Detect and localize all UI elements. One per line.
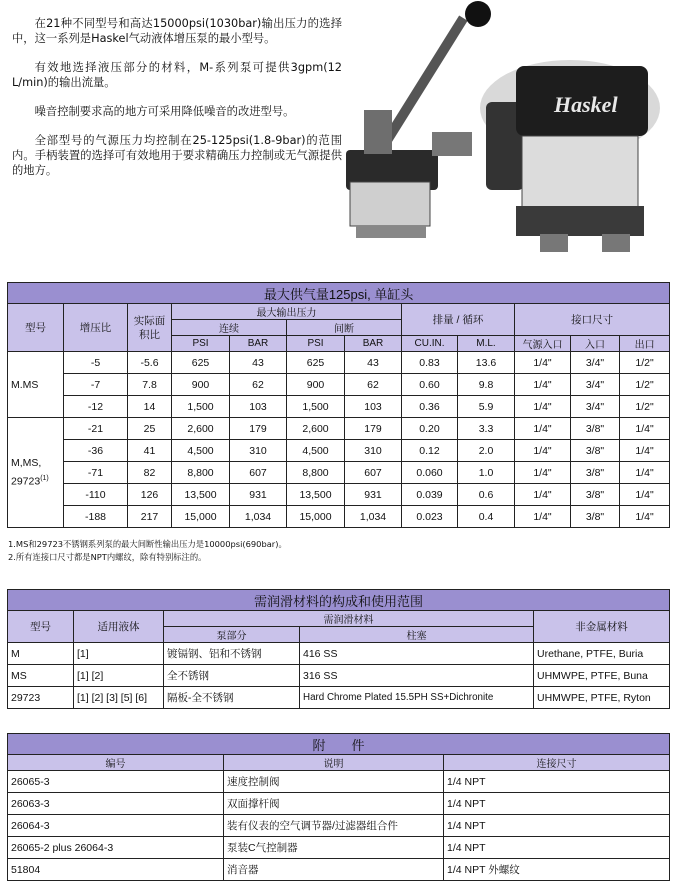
cell: 1/4 NPT: [444, 771, 670, 793]
col-model: 型号: [8, 304, 64, 352]
cell: 1/4": [515, 506, 571, 528]
col-intermittent: 间断: [287, 320, 402, 336]
cell: 15,000: [172, 506, 230, 528]
materials-table-title: 需润滑材料的构成和使用范围: [8, 590, 670, 611]
accessories-table: [7, 733, 670, 881]
cell: 310: [230, 440, 287, 462]
col-area: 实际面积比: [128, 304, 172, 352]
cell: 0.12: [402, 440, 458, 462]
col-description: 说明: [224, 755, 444, 771]
group-label-line-1: M,MS,: [11, 456, 42, 469]
col-pump-section: 泵部分: [164, 627, 300, 643]
col-connection: 连接尺寸: [444, 755, 670, 771]
cell: 1/4": [515, 462, 571, 484]
cell: 179: [345, 418, 402, 440]
cell: 0.20: [402, 418, 458, 440]
cell: 2,600: [287, 418, 345, 440]
cell: -12: [64, 396, 128, 418]
col-ports: 接口尺寸: [515, 304, 670, 336]
cell: 1/4": [515, 374, 571, 396]
table-row: [8, 687, 670, 709]
col-nonmetal: 非金属材料: [534, 611, 670, 643]
cell: 1/2": [620, 374, 670, 396]
col-bar-cont: BAR: [230, 336, 287, 352]
cell: 1/4 NPT: [444, 815, 670, 837]
cell: 41: [128, 440, 172, 462]
cell: 931: [230, 484, 287, 506]
cell: 625: [287, 352, 345, 374]
cell: 14: [128, 396, 172, 418]
intro-text: [12, 16, 342, 192]
cell: 1/4": [515, 352, 571, 374]
cell: 13,500: [287, 484, 345, 506]
cell: 7.8: [128, 374, 172, 396]
footnote-2: 2.所有连接口尺寸都是NPT内螺纹，除有特别标注的。: [8, 552, 207, 562]
cell: 2,600: [172, 418, 230, 440]
accessories-table-title: 附 件: [8, 734, 670, 755]
cell: 全不锈钢: [164, 665, 300, 687]
cell: -5: [64, 352, 128, 374]
cell: [1] [2] [3] [5] [6]: [74, 687, 164, 709]
cell: 1/2": [620, 352, 670, 374]
cell: 5.9: [458, 396, 515, 418]
cell: 8,800: [287, 462, 345, 484]
cell: 179: [230, 418, 287, 440]
table-row: [8, 484, 670, 506]
cell: 625: [172, 352, 230, 374]
table-row: [8, 462, 670, 484]
col-psi-inter: PSI: [287, 336, 345, 352]
col-wetted-materials: 需润滑材料: [164, 611, 534, 627]
haskel-brand-label: Haskel: [554, 92, 618, 117]
cell: 4,500: [172, 440, 230, 462]
footnote-1: 1.MS和29723不锈钢系列泵的最大间断性输出压力是10000psi(690bar)。: [8, 539, 287, 549]
cell: 416 SS: [300, 643, 534, 665]
cell: 1/4": [515, 440, 571, 462]
cell: UHMWPE, PTFE, Ryton: [534, 687, 670, 709]
cell: 消音器: [224, 859, 444, 881]
col-part-number: 编号: [8, 755, 224, 771]
cell: 镀镉钢、铝和不锈钢: [164, 643, 300, 665]
cell: 26065-3: [8, 771, 224, 793]
cell: 泵装C气控制器: [224, 837, 444, 859]
cell: 26063-3: [8, 793, 224, 815]
table-row: [8, 643, 670, 665]
cell: 1,034: [230, 506, 287, 528]
cell: 62: [230, 374, 287, 396]
table-row: [8, 771, 670, 793]
footnotes: [8, 538, 287, 564]
cell: M: [8, 643, 74, 665]
cell: 0.6: [458, 484, 515, 506]
cell: 13,500: [172, 484, 230, 506]
table-row: [8, 815, 670, 837]
cell: 217: [128, 506, 172, 528]
table-row: [8, 665, 670, 687]
cell: 1/4": [515, 418, 571, 440]
cell: MS: [8, 665, 74, 687]
cell: 隔板-全不锈钢: [164, 687, 300, 709]
cell: 0.060: [402, 462, 458, 484]
cell: 0.4: [458, 506, 515, 528]
cell: 15,000: [287, 506, 345, 528]
cell: 3/8": [571, 440, 620, 462]
cell: 3.3: [458, 418, 515, 440]
cell: [1] [2]: [74, 665, 164, 687]
materials-table: [7, 589, 670, 709]
cell: 3/4": [571, 396, 620, 418]
col-inlet: 入口: [571, 336, 620, 352]
haskel-pump-image: [480, 60, 660, 252]
cell: 43: [230, 352, 287, 374]
cell: 1/4": [515, 396, 571, 418]
cell: 1/4 NPT 外螺纹: [444, 859, 670, 881]
cell: 3/8": [571, 506, 620, 528]
cell: 1/2": [620, 396, 670, 418]
cell: 装有仪表的空气调节器/过滤器组合件: [224, 815, 444, 837]
table-row: [8, 506, 670, 528]
cell: 1/4": [620, 462, 670, 484]
cell: 1/4": [620, 440, 670, 462]
cell: 1,500: [172, 396, 230, 418]
cell: 1.0: [458, 462, 515, 484]
cell: 26064-3: [8, 815, 224, 837]
cell: 3/8": [571, 462, 620, 484]
cell: Hard Chrome Plated 15.5PH SS+Dichronite: [300, 687, 534, 709]
table-row: [8, 374, 670, 396]
cell: 1/4": [515, 484, 571, 506]
col-model: 型号: [8, 611, 74, 643]
col-fluid: 适用液体: [74, 611, 164, 643]
table-row: [8, 793, 670, 815]
cell: 43: [345, 352, 402, 374]
cell: 0.039: [402, 484, 458, 506]
group-label-m-ms-29723: [8, 418, 64, 528]
cell: 103: [230, 396, 287, 418]
spec-table-title: 最大供气量125psi, 单缸头: [8, 283, 670, 304]
cell: [1]: [74, 643, 164, 665]
col-plunger: 柱塞: [300, 627, 534, 643]
cell: UHMWPE, PTFE, Buna: [534, 665, 670, 687]
cell: 900: [172, 374, 230, 396]
col-displacement: 排量 / 循环: [402, 304, 515, 336]
cell: -36: [64, 440, 128, 462]
cell: 4,500: [287, 440, 345, 462]
cell: 0.60: [402, 374, 458, 396]
cell: 3/4": [571, 352, 620, 374]
cell: 0.36: [402, 396, 458, 418]
cell: 25: [128, 418, 172, 440]
cell: 931: [345, 484, 402, 506]
cell: 0.023: [402, 506, 458, 528]
cell: 1/4": [620, 418, 670, 440]
cell: 900: [287, 374, 345, 396]
cell: 3/8": [571, 418, 620, 440]
cell: 26065-2 plus 26064-3: [8, 837, 224, 859]
group-label-m-ms: M.MS: [8, 352, 64, 418]
table-row: [8, 352, 670, 374]
cell: 1/4": [620, 484, 670, 506]
cell: -5.6: [128, 352, 172, 374]
hand-pump-image: [346, 1, 491, 238]
cell: 9.8: [458, 374, 515, 396]
col-max-output: 最大输出压力: [172, 304, 402, 320]
spec-table: [7, 282, 670, 528]
cell: 607: [345, 462, 402, 484]
cell: 8,800: [172, 462, 230, 484]
col-bar-inter: BAR: [345, 336, 402, 352]
group-label-line-2: 29723: [11, 475, 41, 488]
cell: 3/4": [571, 374, 620, 396]
table-row: [8, 859, 670, 881]
col-air-inlet: 气源入口: [515, 336, 571, 352]
col-continuous: 连续: [172, 320, 287, 336]
cell: 82: [128, 462, 172, 484]
intro-paragraph-3: 噪音控制要求高的地方可采用降低噪音的改进型号。: [34, 105, 295, 118]
cell: 607: [230, 462, 287, 484]
cell: 2.0: [458, 440, 515, 462]
col-psi-cont: PSI: [172, 336, 230, 352]
table-row: [8, 396, 670, 418]
cell: 29723: [8, 687, 74, 709]
table-row: [8, 418, 670, 440]
cell: 速度控制阀: [224, 771, 444, 793]
cell: -7: [64, 374, 128, 396]
cell: 1/4 NPT: [444, 793, 670, 815]
col-outlet: 出口: [620, 336, 670, 352]
cell: 0.83: [402, 352, 458, 374]
cell: 316 SS: [300, 665, 534, 687]
footnote-ref: (1): [40, 474, 49, 482]
cell: Urethane, PTFE, Buria: [534, 643, 670, 665]
col-cuin: CU.IN.: [402, 336, 458, 352]
intro-paragraph-4: 全部型号的气源压力均控制在25-125psi(1.8-9bar)的范围内。手柄装置的选择可有效地用于要求精确压力控制或无气源提供的地方。: [12, 134, 342, 177]
cell: 1/4": [620, 506, 670, 528]
cell: 13.6: [458, 352, 515, 374]
cell: -71: [64, 462, 128, 484]
cell: 3/8": [571, 484, 620, 506]
table-row: [8, 440, 670, 462]
col-ml: M.L.: [458, 336, 515, 352]
cell: 双面撑杆阀: [224, 793, 444, 815]
cell: 1/4 NPT: [444, 837, 670, 859]
cell: 126: [128, 484, 172, 506]
cell: -110: [64, 484, 128, 506]
cell: -188: [64, 506, 128, 528]
intro-paragraph-2: 有效地选择液压部分的材料，M-系列泵可提供3gpm(12 L/min)的输出流量。: [12, 61, 342, 89]
cell: 62: [345, 374, 402, 396]
cell: 51804: [8, 859, 224, 881]
cell: -21: [64, 418, 128, 440]
cell: 310: [345, 440, 402, 462]
col-ratio: 增压比: [64, 304, 128, 352]
cell: 103: [345, 396, 402, 418]
pump-photos: [340, 0, 674, 262]
cell: 1,034: [345, 506, 402, 528]
intro-paragraph-1: 在21种不同型号和高达15000psi(1030bar)输出压力的选择中，这一系列是Haskel气动液体增压泵的最小型号。: [12, 17, 342, 45]
cell: 1,500: [287, 396, 345, 418]
table-row: [8, 837, 670, 859]
